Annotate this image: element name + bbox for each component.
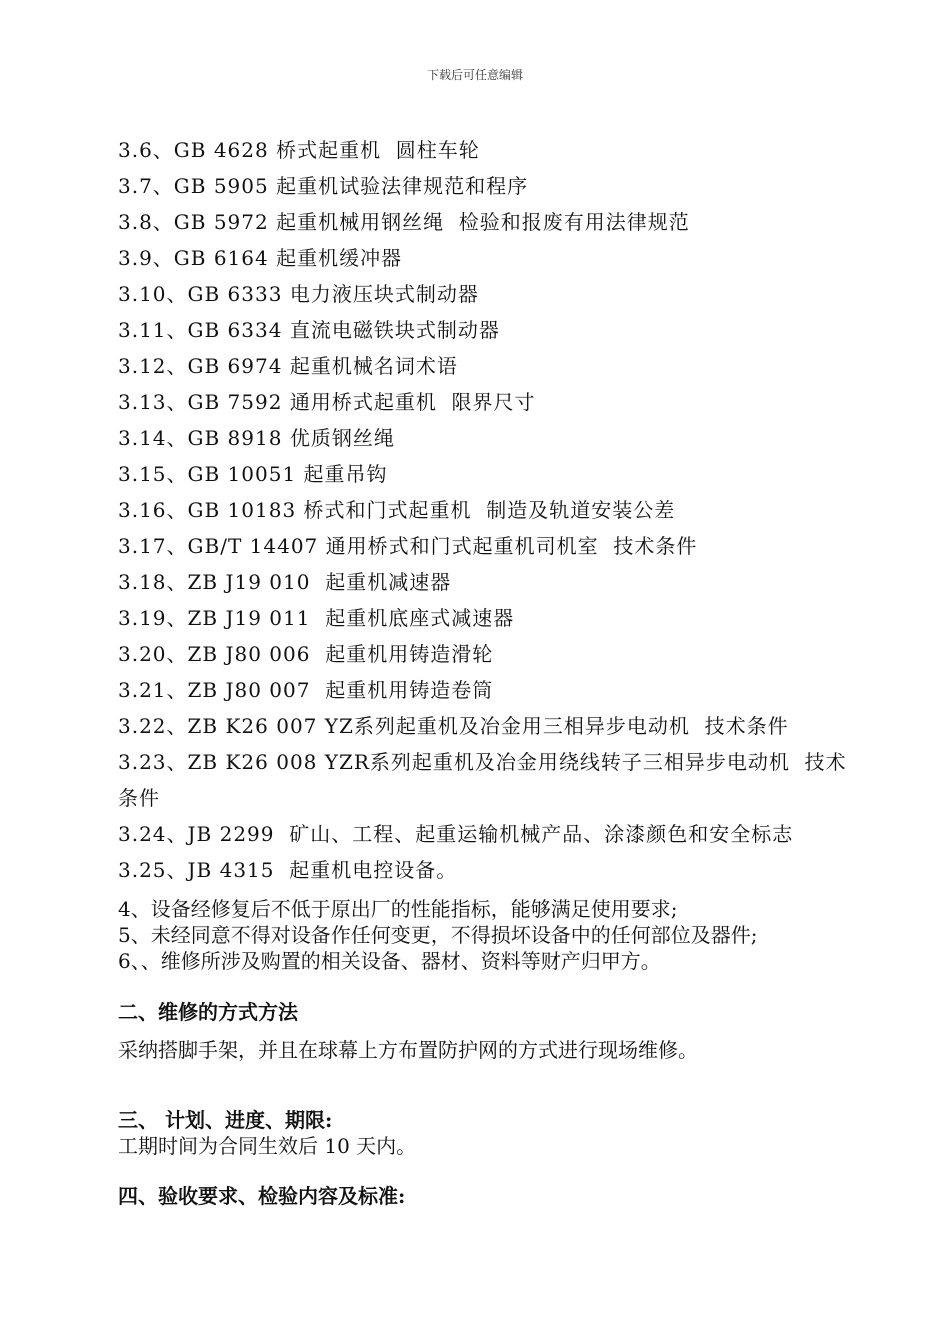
page-header-note: 下载后可任意编辑 <box>426 68 523 82</box>
standard-item: 3.10、GB 6333 电力液压块式制动器 <box>118 282 479 306</box>
requirement-item: 4、设备经修复后不低于原出厂的性能指标，能够满足使用要求; <box>118 897 678 921</box>
standard-item: 3.7、GB 5905 起重机试验法律规范和程序 <box>118 174 529 198</box>
section-2-heading: 二、维修的方式方法 <box>118 1000 298 1024</box>
requirement-item: 6、、维修所涉及购置的相关设备、器材、资料等财产归甲方。 <box>118 949 661 973</box>
section-2-body: 采纳搭脚手架，并且在球幕上方布置防护网的方式进行现场维修。 <box>118 1038 698 1062</box>
section-4-heading: 四、验收要求、检验内容及标准: <box>118 1184 406 1208</box>
requirement-item: 5、未经同意不得对设备作任何变更，不得损坏设备中的任何部位及器件; <box>118 923 758 947</box>
section-3-heading: 三、 计划、进度、期限: <box>118 1108 333 1132</box>
standard-item: 3.14、GB 8918 优质钢丝绳 <box>118 426 395 450</box>
standard-item: 3.11、GB 6334 直流电磁铁块式制动器 <box>118 318 500 342</box>
section-3-body: 工期时间为合同生效后 10 天内。 <box>118 1134 417 1158</box>
standard-item: 3.17、GB/T 14407 通用桥式和门式起重机司机室 技术条件 <box>118 534 698 558</box>
standard-item: 3.25、JB 4315 起重机电控设备。 <box>118 858 458 882</box>
standard-item: 3.18、ZB J19 010 起重机减速器 <box>118 570 452 594</box>
standard-item: 3.12、GB 6974 起重机械名词术语 <box>118 354 458 378</box>
standard-item: 3.6、GB 4628 桥式起重机 圆柱车轮 <box>118 138 480 162</box>
requirements-list <box>118 896 878 974</box>
standard-item: 3.19、ZB J19 011 起重机底座式减速器 <box>118 606 515 630</box>
standard-item: 3.20、ZB J80 006 起重机用铸造滑轮 <box>118 642 494 666</box>
standard-item: 3.13、GB 7592 通用桥式起重机 限界尺寸 <box>118 390 536 414</box>
standard-item: 3.22、ZB K26 007 YZ系列起重机及冶金用三相异步电动机 技术条件 <box>118 714 789 738</box>
standard-item-wrapped-line1: 3.23、ZB K26 008 YZR系列起重机及冶金用绕线转子三相异步电动机 技术 <box>118 750 847 774</box>
standard-item-wrapped-line2: 条件 <box>118 786 160 810</box>
standard-item: 3.21、ZB J80 007 起重机用铸造卷筒 <box>118 678 494 702</box>
standard-item: 3.8、GB 5972 起重机械用钢丝绳 检验和报废有用法律规范 <box>118 210 690 234</box>
standard-item: 3.9、GB 6164 起重机缓冲器 <box>118 246 403 270</box>
standards-list <box>118 132 878 888</box>
standard-item: 3.16、GB 10183 桥式和门式起重机 制造及轨道安装公差 <box>118 498 676 522</box>
standard-item: 3.15、GB 10051 起重吊钩 <box>118 462 388 486</box>
standard-item: 3.24、JB 2299 矿山、工程、起重运输机械产品、涂漆颜色和安全标志 <box>118 822 794 846</box>
